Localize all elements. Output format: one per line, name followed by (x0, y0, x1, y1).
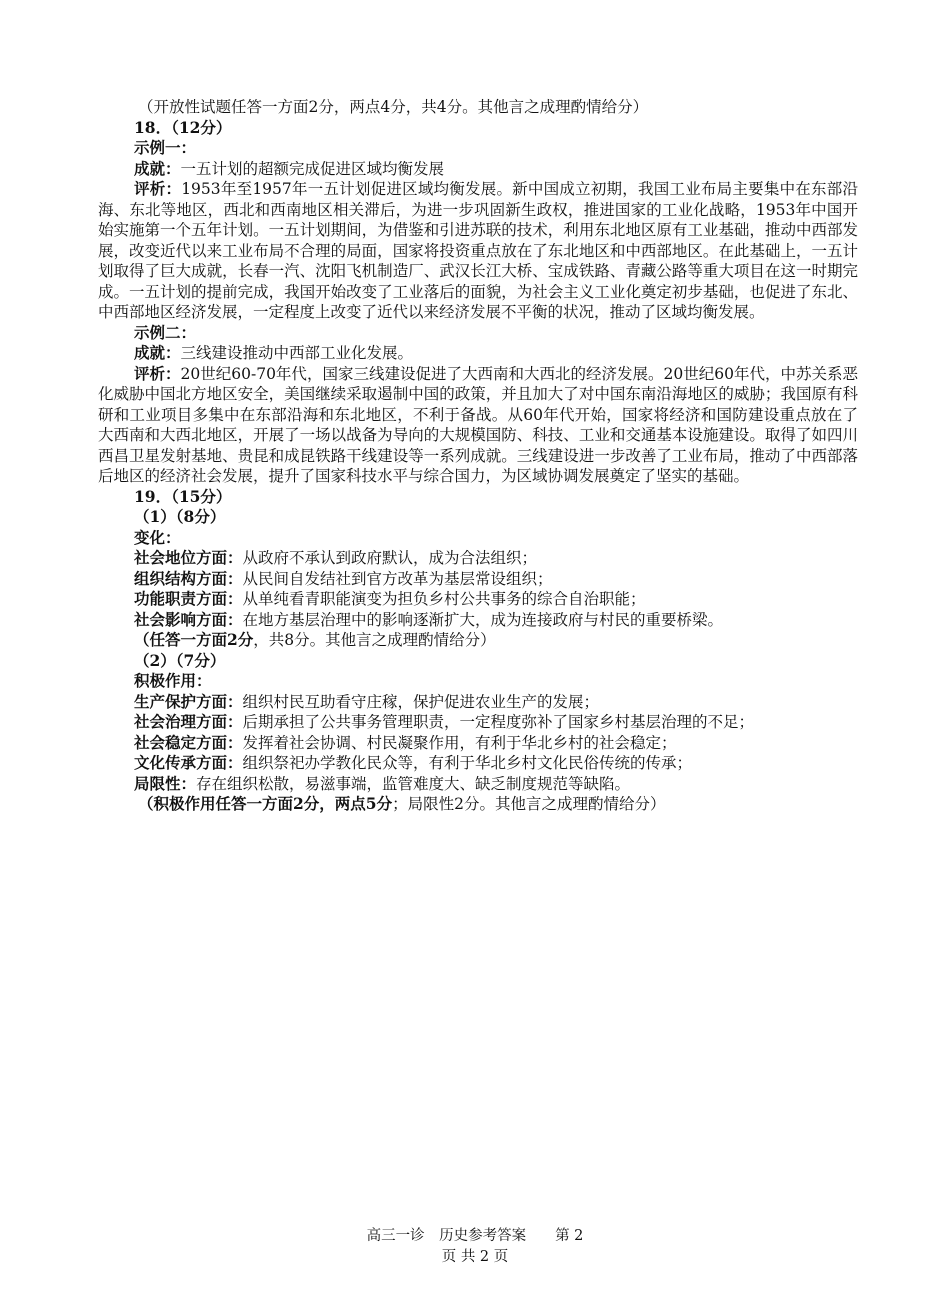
q17-scoring-note: （开放性试题任答一方面2分，两点4分，共4分。其他言之成理酌情给分） (138, 98, 649, 116)
q19-limitation (98, 774, 858, 795)
q19-title: 19．（15分） (134, 486, 232, 506)
q18-example1-achievement (98, 159, 858, 180)
q18-example1-label: 示例一： (134, 138, 197, 157)
achievement-label: 成就： (134, 158, 181, 178)
achievement-label: 成就： (134, 343, 181, 362)
aspect-label: 生产保护方面： (134, 691, 243, 711)
footer-line2: 页 共 2 页 (441, 1249, 509, 1265)
aspect-text: 后期承担了公共事务管理职责，一定程度弥补了国家乡村基层治理的不足； (242, 713, 755, 731)
note-bold: （任答一方面2分 (134, 630, 254, 649)
q18-example2-label: 示例二： (134, 322, 197, 342)
q19-positive-item (98, 733, 858, 754)
limitation-text: 存在组织松散，易滋事端，监管难度大、缺乏制度规范等缺陷。 (196, 774, 631, 793)
aspect-label: 组织结构方面： (134, 568, 243, 588)
note-rest: ，共8分。其他言之成理酌情给分） (253, 631, 496, 649)
aspect-text: 发挥着社会协调、村民凝聚作用，有利于华北乡村的社会稳定； (242, 733, 677, 752)
aspect-label: 功能职责方面： (134, 589, 243, 608)
q19-part1-scoring-note (98, 630, 858, 651)
q19-change-label: 变化： (134, 527, 181, 547)
aspect-text: 组织村民互助看守庄稼，保护促进农业生产的发展； (242, 692, 600, 711)
q19-change-item (98, 589, 858, 610)
aspect-label: 社会稳定方面： (134, 732, 243, 752)
aspect-text: 从民间自发结社到官方改革为基层常设组织； (242, 569, 553, 588)
evaluation-text: 1953年至1957年一五计划促进区域均衡发展。新中国成立初期，我国工业布局主要集中在东部沿海、东北等地区，西北和西南地区相关滞后，为进一步巩固新生政权，推进国家的工业化战略，1953年中国开始实施第一个五年计划。一五计划期间，为借鉴和引进苏联的技术，利用东北地区原有工业基础，推动中西部发展，改变近代以来工业布局不合理的局面，国家将投资重点放在了东北地区和中西部地区。在此基础上，一五计划取得了巨大成就，长春一汽、沈阳飞机制造厂、武汉长江大桥、宝成铁路、青藏公路等重大项目在这一时期完成。一五计划的提前完成，我国开始改变了工业落后的面貌，为社会主义工业化奠定初步基础，也促进了东北、中西部地区经济发展，一定程度上改变了近代以来经济发展不平衡的状况，推动了区域均衡发展。 (98, 180, 858, 321)
evaluation-text: 20世纪60-70年代，国家三线建设促进了大西南和大西北的经济发展。20世纪60年代，中苏关系恶化威胁中国北方地区安全，美国继续采取遏制中国的政策，并且加大了对中国东南沿海地区的威胁；我国原有科研和工业项目多集中在东部沿海和东北地区，不利于备战。从60年代开始，国家将经济和国防建设重点放在了大西南和大西北地区，开展了一场以战备为导向的大规模国防、科技、工业和交通基本设施建设。取得了如四川西昌卫星发射基地、贵昆和成昆铁路干线建设等一系列成就。三线建设进一步改善了工业布局，推动了中西部落后地区的经济社会发展，提升了国家科技水平与综合国力，为区域协调发展奠定了坚实的基础。 (98, 364, 858, 485)
q19-change-item (98, 610, 858, 631)
q19-part1-title: （1）（8分） (134, 507, 226, 526)
page-footer (330, 1226, 620, 1268)
evaluation-label: 评析： (134, 363, 181, 383)
evaluation-label: 评析： (134, 179, 182, 198)
note-bold: （积极作用任答一方面2分，两点5分 (138, 794, 393, 813)
answer-content (98, 97, 858, 815)
q19-part2-title: （2）（7分） (134, 650, 226, 670)
q19-change-item (98, 548, 858, 569)
aspect-text: 组织祭祀办学教化民众等，有利于华北乡村文化民俗传统的传承； (242, 754, 693, 772)
q19-positive-item (98, 712, 858, 733)
q19-positive-item (98, 692, 858, 713)
aspect-text: 从单纯看青职能演变为担负乡村公共事务的综合自治职能； (242, 590, 646, 608)
q19-positive-label: 积极作用： (134, 671, 212, 690)
aspect-text: 从政府不承认到政府默认，成为合法组织； (242, 549, 538, 567)
limitation-label: 局限性： (134, 773, 197, 793)
q19-positive-item (98, 753, 858, 774)
aspect-text: 在地方基层治理中的影响逐渐扩大，成为连接政府与村民的重要桥梁。 (242, 610, 724, 629)
q18-example2-achievement (98, 343, 858, 364)
aspect-label: 社会治理方面： (134, 712, 243, 731)
q19-change-item (98, 569, 858, 590)
note-rest: ；局限性2分。其他言之成理酌情给分） (392, 795, 666, 813)
q18-example2-evaluation (98, 364, 858, 487)
footer-line1: 高三一诊 历史参考答案 第 2 (366, 1228, 584, 1244)
aspect-label: 文化传承方面： (134, 753, 243, 772)
aspect-label: 社会地位方面： (134, 548, 243, 567)
achievement-text: 一五计划的超额完成促进区域均衡发展 (180, 159, 445, 178)
q18-example1-evaluation (98, 179, 858, 323)
aspect-label: 社会影响方面： (134, 609, 243, 629)
q18-title: 18．（12分） (134, 117, 232, 137)
achievement-text: 三线建设推动中西部工业化发展。 (180, 344, 414, 362)
q19-part2-scoring-note (98, 794, 858, 815)
